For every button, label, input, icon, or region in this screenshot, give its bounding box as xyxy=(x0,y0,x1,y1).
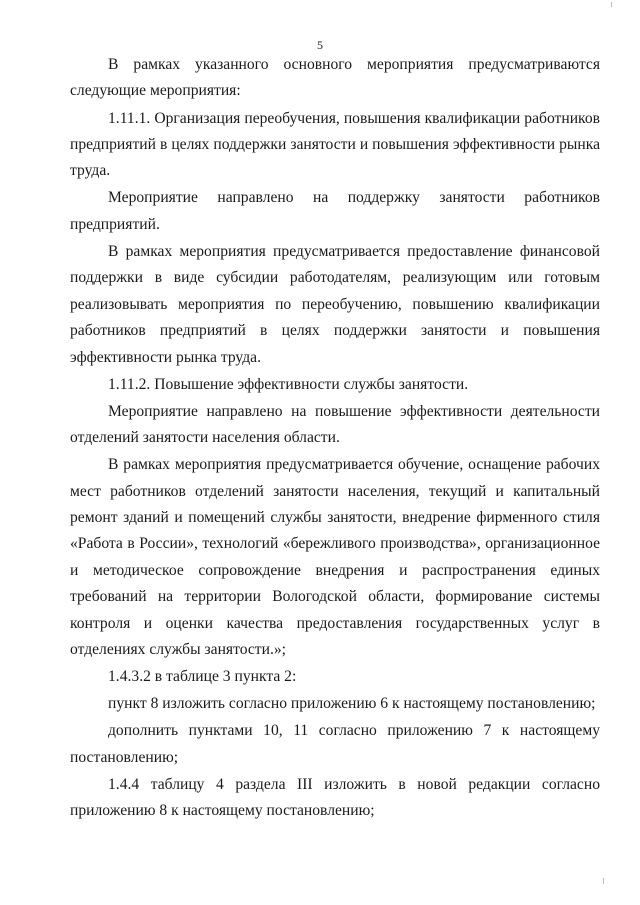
paragraph-item-1-4-4: 1.4.4 таблицу 4 раздела III изложить в новой редакции согласно приложению 8 к настоящему постановлению; xyxy=(70,775,600,820)
paragraph-item-1-11-1: 1.11.1. Организация переобучения, повышения квалификации работников предприятий в целях поддержки занятости и повышения эффективности рынка труда. xyxy=(70,109,600,180)
scan-mark-bottom xyxy=(603,878,604,884)
document-body xyxy=(70,52,600,825)
paragraph-item-1-11-1-details: В рамках мероприятия предусматривается предоставление финансовой поддержки в виде субсидии работодателям, реализующим или готовым реализовывать мероприятия по переобучению, повышению квалификации работников предприятий в целях поддержки занятости и повышения эффективности рынка труда. xyxy=(70,242,600,366)
paragraph-item-1-11-2-purpose: Мероприятие направлено на повышение эффективности деятельности отделений занятости населения области. xyxy=(70,402,600,447)
page-number: 5 xyxy=(317,38,323,52)
scan-mark-top xyxy=(611,2,612,7)
paragraph-item-1-11-2-details: В рамках мероприятия предусматривается обучение, оснащение рабочих мест работников отделений занятости населения, текущий и капитальный ремонт зданий и помещений службы занятости, внедрение фирменного стиля «Работа в России», технологий «бережливого производства», организационное и методическое сопровождение внедрения и распространения единых требований на территории Вологодской области, формирование системы контроля и оценки качества предоставления государственных услуг в отделениях службы занятости.»; xyxy=(70,456,600,659)
paragraph-item-1-11-1-purpose: Мероприятие направлено на поддержку занятости работников предприятий. xyxy=(70,189,600,233)
paragraph-point-8: пункт 8 изложить согласно приложению 6 к настоящему постановлению; xyxy=(108,695,596,713)
paragraph-points-10-11: дополнить пунктами 10, 11 согласно приложению 7 к настоящему постановлению; xyxy=(70,722,600,766)
paragraph-intro: В рамках указанного основного мероприятия предусматриваются следующие мероприятия: xyxy=(70,56,600,100)
paragraph-item-1-11-2: 1.11.2. Повышение эффективности службы занятости. xyxy=(108,375,469,393)
paragraph-item-1-4-3-2: 1.4.3.2 в таблице 3 пункта 2: xyxy=(108,668,297,686)
